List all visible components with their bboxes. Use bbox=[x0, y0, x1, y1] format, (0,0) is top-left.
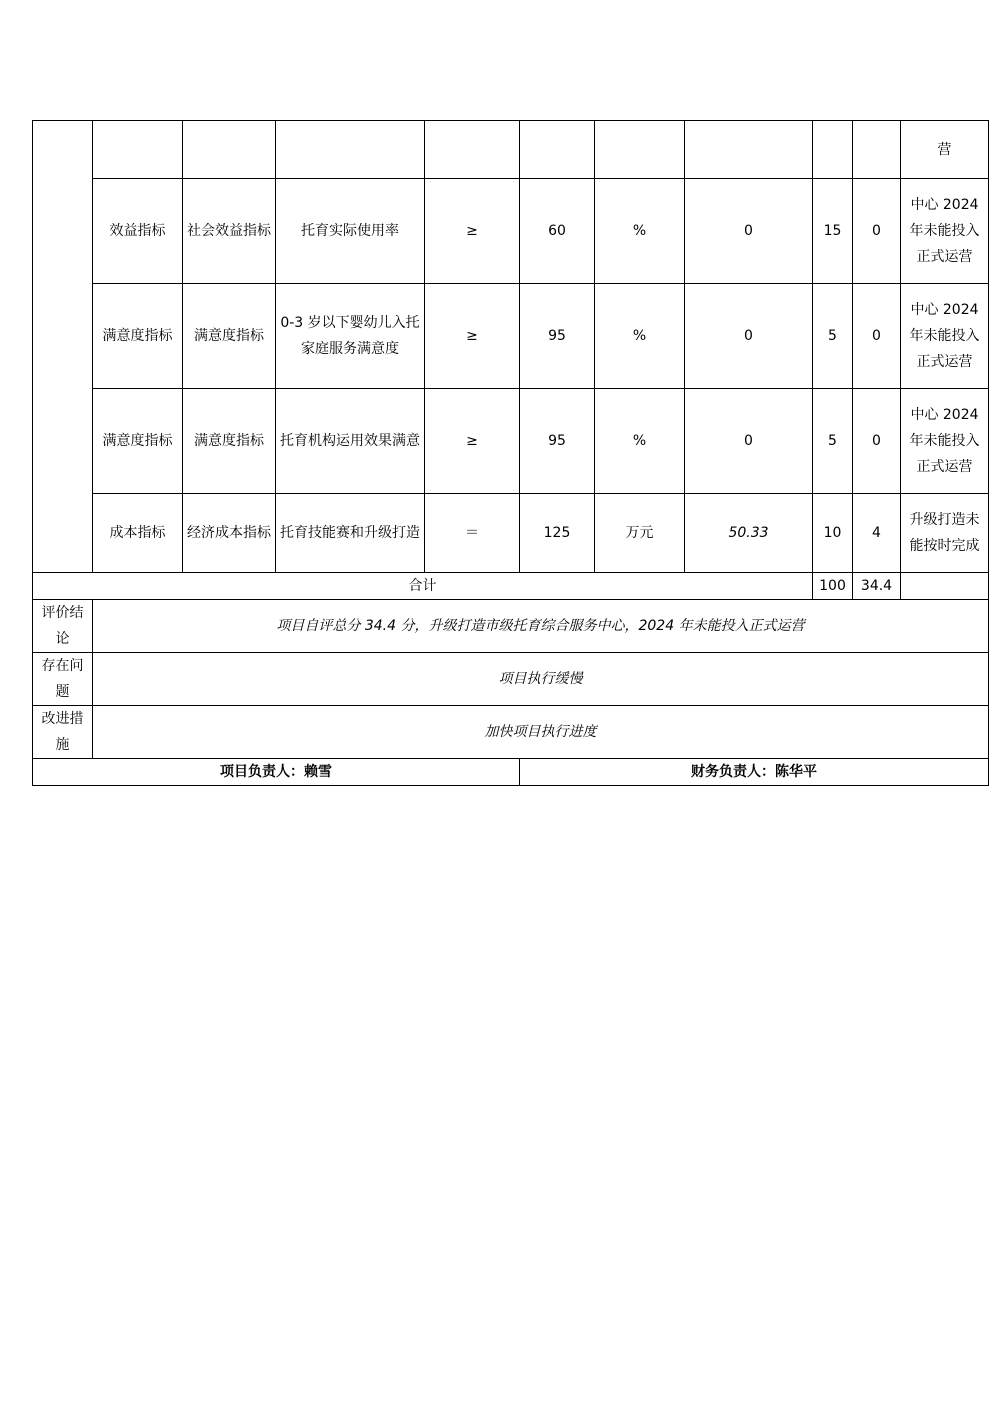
signature-row bbox=[33, 759, 989, 786]
level2-cell: 经济成本指标 bbox=[183, 494, 276, 573]
improvements-label: 改进措施 bbox=[33, 706, 93, 759]
improvements-row bbox=[33, 706, 989, 759]
score-cell: 4 bbox=[853, 494, 901, 573]
note-cell: 升级打造未能按时完成 bbox=[901, 494, 989, 573]
actual-cell: 50.33 bbox=[685, 494, 813, 573]
note-cell: 中心 2024 年未能投入正式运营 bbox=[901, 179, 989, 284]
unit-cell: % bbox=[595, 179, 685, 284]
indicator-cell: 托育技能赛和升级打造 bbox=[276, 494, 425, 573]
evaluation-label: 评价结论 bbox=[33, 600, 93, 653]
actual-cell: 0 bbox=[685, 179, 813, 284]
indicator-cell: 托育实际使用率 bbox=[276, 179, 425, 284]
total-weight: 100 bbox=[813, 573, 853, 600]
level1-cell: 成本指标 bbox=[93, 494, 183, 573]
total-score: 34.4 bbox=[853, 573, 901, 600]
note-cell: 营 bbox=[901, 121, 989, 179]
table-row bbox=[33, 389, 989, 494]
weight-cell: 5 bbox=[813, 284, 853, 389]
score-cell: 0 bbox=[853, 284, 901, 389]
weight-cell: 10 bbox=[813, 494, 853, 573]
operator-cell: ≥ bbox=[425, 389, 520, 494]
score-cell: 0 bbox=[853, 179, 901, 284]
note-cell: 中心 2024 年未能投入正式运营 bbox=[901, 389, 989, 494]
weight-cell: 5 bbox=[813, 389, 853, 494]
target-cell: 95 bbox=[520, 389, 595, 494]
total-label: 合计 bbox=[33, 573, 813, 600]
project-lead: 项目负责人：赖雪 bbox=[33, 759, 520, 786]
target-cell: 95 bbox=[520, 284, 595, 389]
problems-text: 项目执行缓慢 bbox=[93, 653, 989, 706]
operator-cell: ≥ bbox=[425, 284, 520, 389]
weight-cell: 15 bbox=[813, 179, 853, 284]
evaluation-text: 项目自评总分 34.4 分，升级打造市级托育综合服务中心，2024 年未能投入正式运营 bbox=[93, 600, 989, 653]
total-row bbox=[33, 573, 989, 600]
table-row bbox=[33, 494, 989, 573]
evaluation-row bbox=[33, 600, 989, 653]
target-cell: 60 bbox=[520, 179, 595, 284]
unit-cell: % bbox=[595, 389, 685, 494]
operator-cell: ≥ bbox=[425, 179, 520, 284]
table-row bbox=[33, 179, 989, 284]
indicator-cell: 托育机构运用效果满意 bbox=[276, 389, 425, 494]
problems-label: 存在问题 bbox=[33, 653, 93, 706]
score-cell: 0 bbox=[853, 389, 901, 494]
level2-cell: 满意度指标 bbox=[183, 284, 276, 389]
table-row bbox=[33, 284, 989, 389]
actual-cell: 0 bbox=[685, 389, 813, 494]
target-cell: 125 bbox=[520, 494, 595, 573]
performance-table bbox=[32, 120, 989, 786]
level1-cell: 效益指标 bbox=[93, 179, 183, 284]
improvements-text: 加快项目执行进度 bbox=[93, 706, 989, 759]
level1-cell: 满意度指标 bbox=[93, 389, 183, 494]
finance-lead: 财务负责人：陈华平 bbox=[520, 759, 989, 786]
unit-cell: % bbox=[595, 284, 685, 389]
indicator-cell: 0-3 岁以下婴幼儿入托家庭服务满意度 bbox=[276, 284, 425, 389]
problems-row bbox=[33, 653, 989, 706]
actual-cell: 0 bbox=[685, 284, 813, 389]
level2-cell: 社会效益指标 bbox=[183, 179, 276, 284]
level1-cell: 满意度指标 bbox=[93, 284, 183, 389]
unit-cell: 万元 bbox=[595, 494, 685, 573]
level2-cell: 满意度指标 bbox=[183, 389, 276, 494]
category-cell bbox=[33, 121, 93, 573]
table-row bbox=[33, 121, 989, 179]
operator-cell: ＝ bbox=[425, 494, 520, 573]
note-cell: 中心 2024 年未能投入正式运营 bbox=[901, 284, 989, 389]
